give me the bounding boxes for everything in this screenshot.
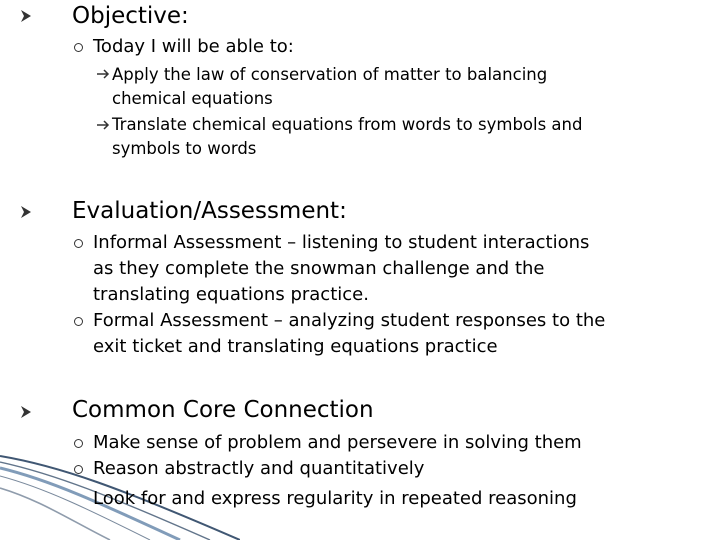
objective-heading: Objective:: [72, 3, 189, 29]
objective-item-1-line-1: Apply the law of conservation of matter to balancing: [112, 65, 548, 84]
objective-subheading: Today I will be able to:: [93, 36, 294, 57]
ring-bullet-icon: [74, 239, 83, 248]
evaluation-item-2-line-1: Formal Assessment – analyzing student responses to the: [93, 310, 606, 331]
common-core-item-2: Reason abstractly and quantitatively: [93, 458, 425, 479]
ring-bullet-icon: [74, 43, 83, 52]
objective-item-2-line-1: Translate chemical equations from words to symbols and: [112, 115, 583, 134]
evaluation-item-1-line-3: translating equations practice.: [93, 284, 369, 305]
small-arrow-bullet-icon: [96, 119, 110, 131]
objective-item-2-line-2: symbols to words: [112, 139, 257, 158]
evaluation-item-1-line-2: as they complete the snowman challenge and the: [93, 258, 545, 279]
common-core-heading: Common Core Connection: [72, 397, 374, 423]
evaluation-item-2-line-2: exit ticket and translating equations practice: [93, 336, 498, 357]
objective-item-1-line-2: chemical equations: [112, 89, 273, 108]
ring-bullet-icon: [74, 439, 83, 448]
small-arrow-bullet-icon: [96, 68, 110, 80]
ring-bullet-icon: [74, 317, 83, 326]
evaluation-heading: Evaluation/Assessment:: [72, 198, 347, 224]
arrow-bullet-icon: [20, 9, 32, 23]
common-core-item-3: Look for and express regularity in repeated reasoning: [93, 488, 577, 509]
common-core-item-1: Make sense of problem and persevere in solving them: [93, 432, 582, 453]
arrow-bullet-icon: [20, 405, 32, 419]
evaluation-item-1-line-1: Informal Assessment – listening to student interactions: [93, 232, 590, 253]
arrow-bullet-icon: [20, 205, 32, 219]
